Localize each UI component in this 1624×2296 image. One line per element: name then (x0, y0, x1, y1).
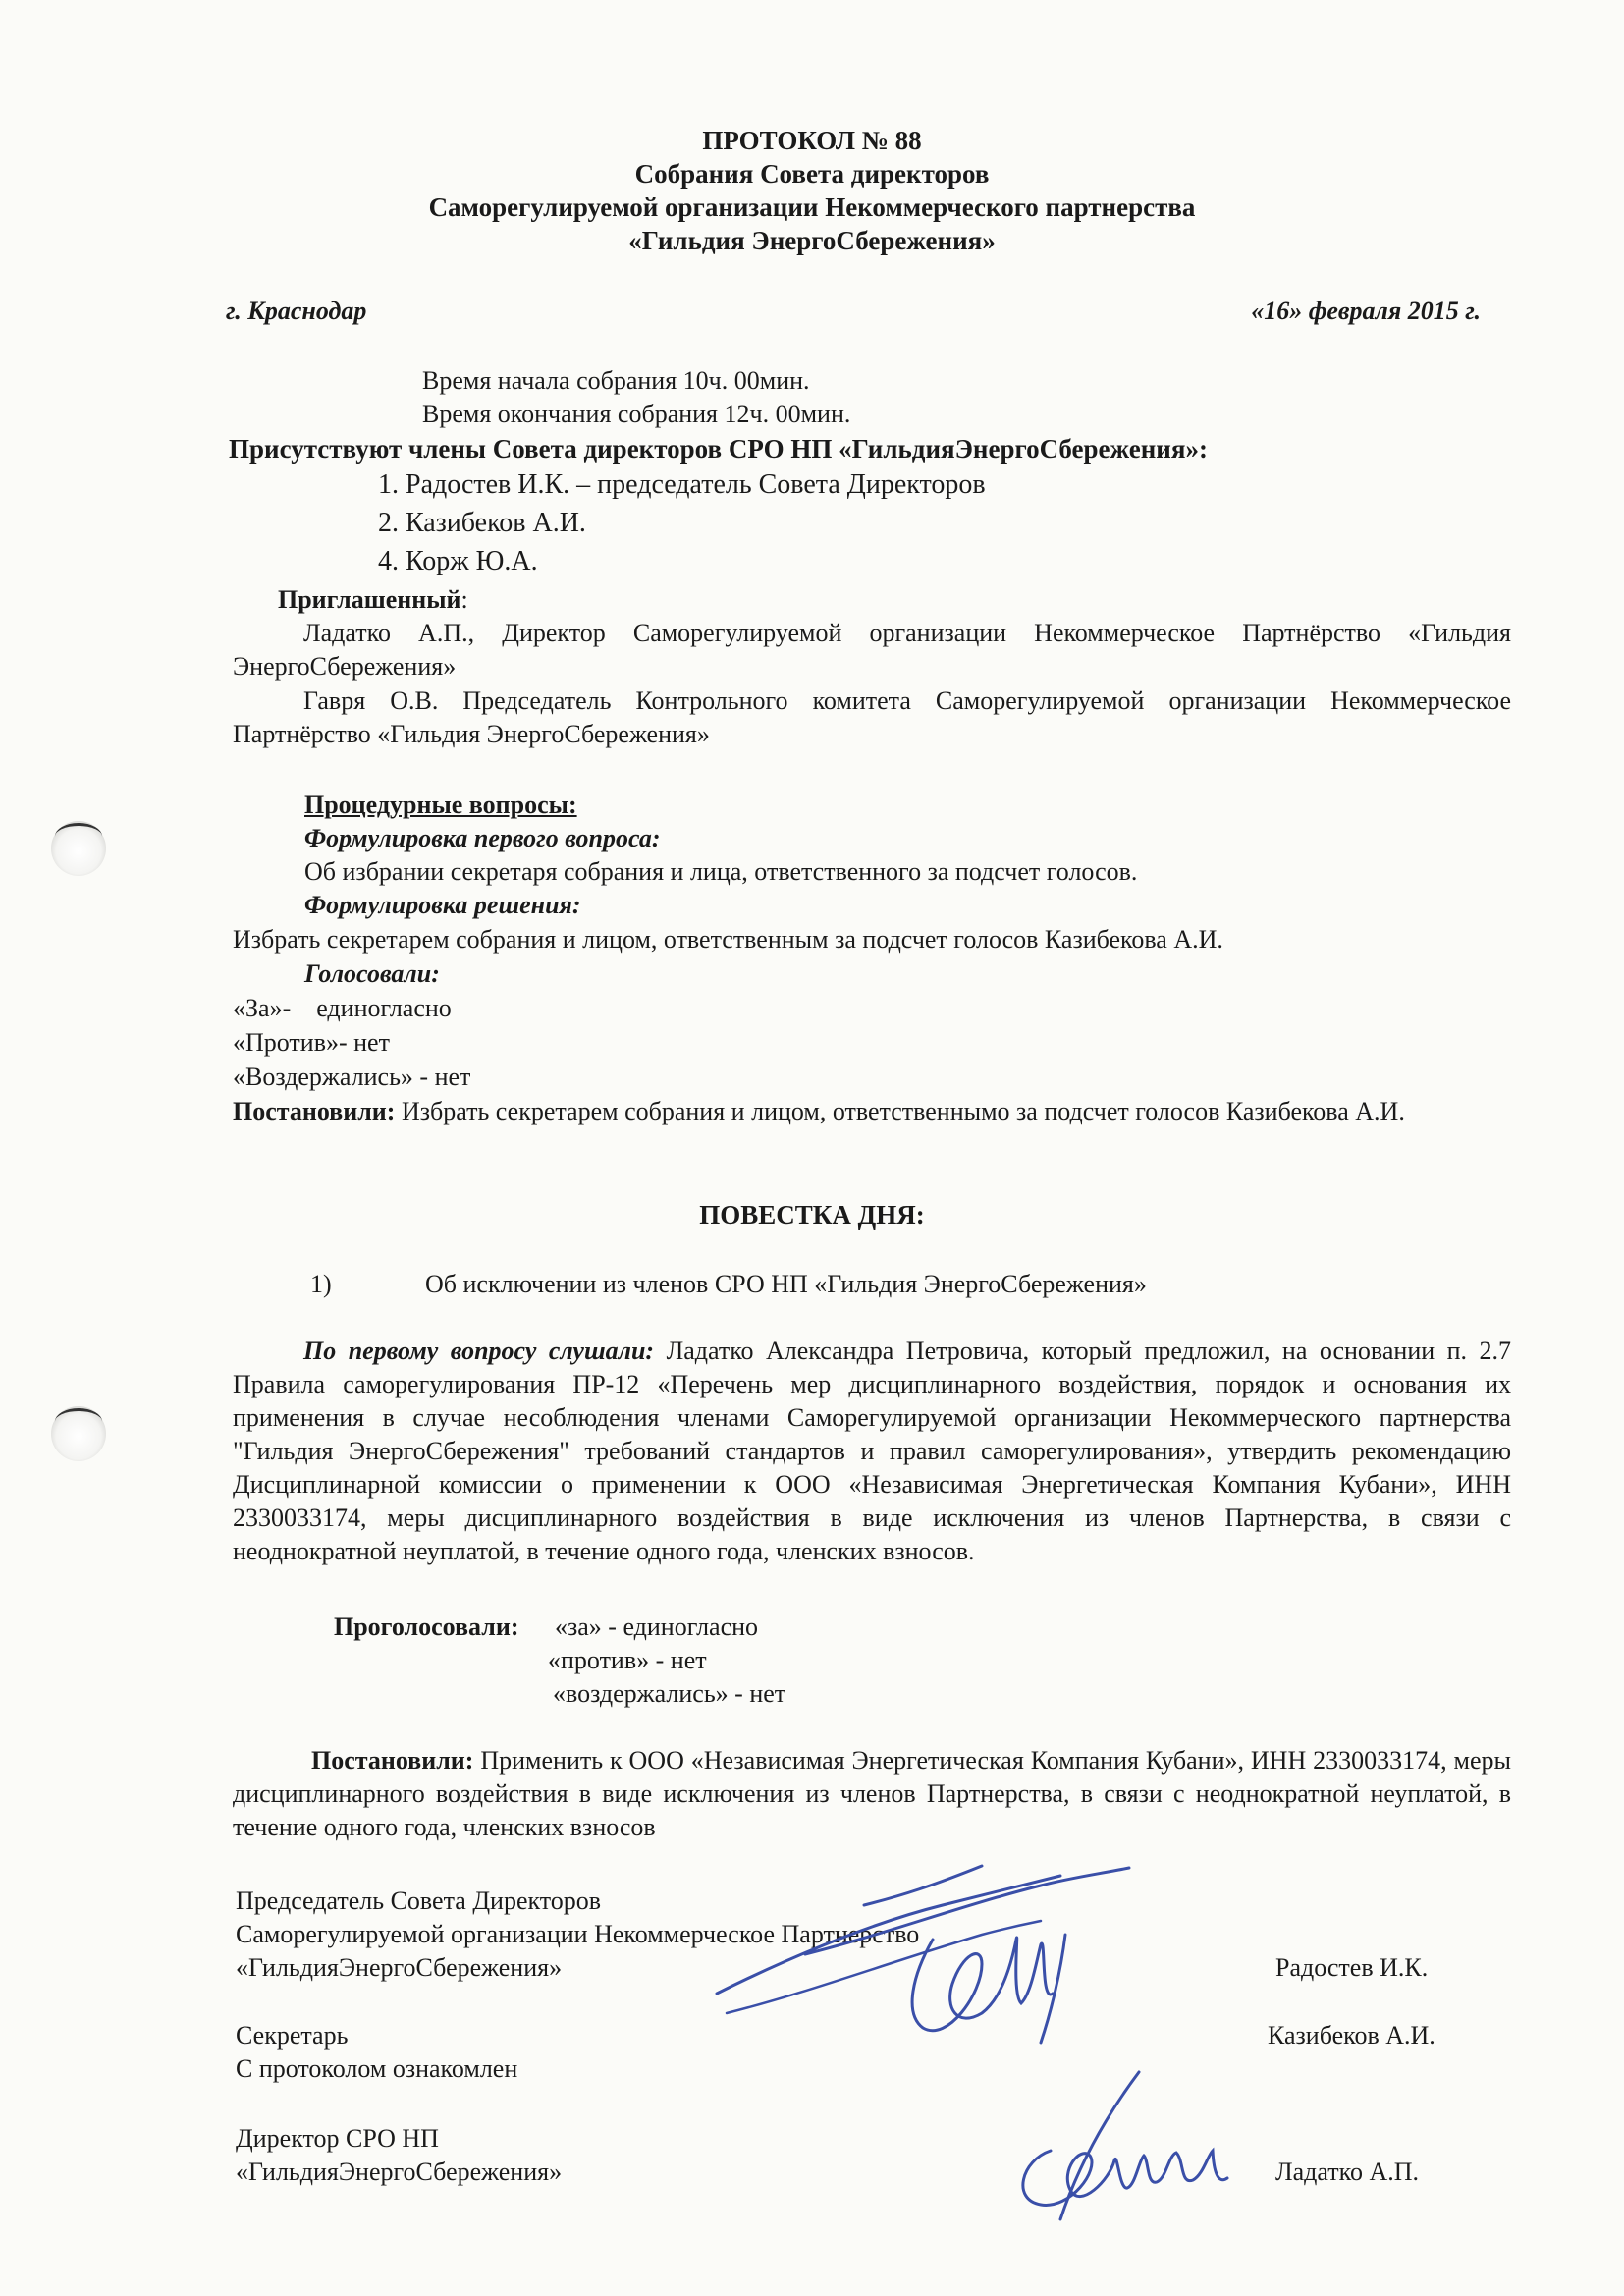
document-subtitle-3: «Гильдия ЭнергоСбережения» (628, 226, 996, 255)
procedural-resolved-label: Постановили: (233, 1097, 396, 1125)
chair-signature (687, 1846, 1159, 2082)
director-signature (992, 2062, 1247, 2229)
invited-label: Приглашенный (278, 585, 461, 614)
agenda-heading: ПОВЕСТКА ДНЯ: (699, 1200, 925, 1230)
procedural-heading: Процедурные вопросы: (304, 791, 577, 819)
punch-hole-top (51, 821, 106, 876)
present-heading: Присутствуют члены Совета директоров СРО НП «ГильдияЭнергоСбережения»: (229, 434, 1208, 464)
chair-name: Радостев И.К. (1275, 1953, 1429, 1982)
first-question-paragraph (233, 1335, 1511, 1568)
time-start: Время начала собрания 10ч. 00мин. (422, 366, 810, 395)
member-1: 1. Радостев И.К. – председатель Совета Директоров (378, 469, 986, 500)
first-question-resolved-label: Постановили: (311, 1746, 474, 1775)
director-title-2: «ГильдияЭнергоСбережения» (236, 2158, 563, 2186)
invited-colon: : (460, 585, 468, 614)
first-question-voted-label: Проголосовали: (334, 1613, 519, 1641)
procedural-decision-text: Избрать секретарем собрания и лицом, ответственным за подсчет голосов Казибекова А.И. (233, 925, 1223, 954)
member-3: 4. Корж Ю.А. (378, 546, 538, 576)
secretary-name: Казибеков А.И. (1268, 2021, 1435, 2050)
vote-abstain: «Воздержались» - нет (233, 1063, 471, 1091)
invited-2-text: Гавря О.В. Председатель Контрольного комитета Саморегулируемой организации Некоммерческое Партнёрство «Гильдия ЭнергоСбережения» (233, 686, 1511, 748)
procedural-resolved-text: Избрать секретарем собрания и лицом, ответственнымо за подсчет голосов Казибекова А.И. (401, 1097, 1405, 1125)
director-title-1: Директор СРО НП (236, 2124, 439, 2153)
agenda-item-text: Об исключении из членов СРО НП «Гильдия ЭнергоСбережения» (425, 1270, 1147, 1298)
secretary-note: С протоколом ознакомлен (236, 2054, 518, 2083)
vote-for: «За»- единогласно (233, 994, 452, 1022)
document-subtitle-1: Собрания Совета директоров (634, 159, 990, 189)
date: «16» февраля 2015 г. (1251, 297, 1481, 325)
director-name: Ладатко А.П. (1275, 2158, 1419, 2186)
procedural-decision-label: Формулировка решения: (304, 891, 581, 919)
invited-1-text: Ладатко А.П., Директор Саморегулируемой организации Некоммерческое Партнёрство «Гильдия ЭнергоСбережения» (233, 619, 1511, 681)
first-question-label: По первому вопросу слушали: (303, 1337, 655, 1365)
procedural-voted-label: Голосовали: (304, 959, 440, 988)
first-question-resolved-text: Применить к ООО «Независимая Энергетическая Компания Кубани», ИНН 2330033174, меры дисциплинарного воздействия в виде исключения из членов Партнерства, в связи с неоднократной неуплатой, в течение одного года, членских взносов (233, 1746, 1512, 1841)
agenda-item-number: 1) (310, 1270, 332, 1298)
procedural-resolved (233, 1095, 1511, 1128)
punch-hole-bottom (51, 1406, 106, 1461)
chair-title-1: Председатель Совета Директоров (236, 1886, 602, 1915)
invited-1 (233, 617, 1511, 683)
procedural-question-label: Формулировка первого вопроса: (304, 824, 661, 852)
place: г. Краснодар (226, 297, 367, 325)
invited-heading (278, 583, 468, 617)
document-title: ПРОТОКОЛ № 88 (702, 126, 922, 155)
document-subtitle-2: Саморегулируемой организации Некоммерческого партнерства (428, 192, 1196, 222)
chair-title-3: «ГильдияЭнергоСбережения» (236, 1953, 563, 1982)
first-question-resolved (233, 1744, 1511, 1844)
chair-title-2: Саморегулируемой организации Некоммерческое Партнерство (236, 1920, 920, 1948)
member-2: 2. Казибеков А.И. (378, 508, 586, 538)
first-vote-against: «против» - нет (548, 1646, 707, 1674)
first-vote-abstain: «воздержались» - нет (553, 1679, 786, 1708)
procedural-question-text: Об избрании секретаря собрания и лица, ответственного за подсчет голосов. (304, 857, 1138, 886)
first-question-text: Ладатко Александра Петровича, который предложил, на основании п. 2.7 Правила саморегулирования ПР-12 «Перечень мер дисциплинарного воздействия, порядок и основания их применения в случае несоблюдения членами Саморегулируемой организации Некоммерческого партнерства "Гильдия ЭнергоСбережения" требований стандартов и правил саморегулирования», утвердить рекомендацию Дисциплинарной комиссии о применении к ООО «Независимая Энергетическая Компания Кубани», ИНН 2330033174, меры дисциплинарного воздействия в виде исключения из членов Партнерства, в связи с неоднократной неуплатой, в течение одного года, членских взносов. (233, 1337, 1511, 1565)
secretary-title: Секретарь (236, 2021, 349, 2050)
invited-2 (233, 684, 1511, 751)
first-vote-for: «за» - единогласно (555, 1613, 759, 1641)
vote-against: «Против»- нет (233, 1028, 390, 1057)
time-end: Время окончания собрания 12ч. 00мин. (422, 400, 851, 428)
